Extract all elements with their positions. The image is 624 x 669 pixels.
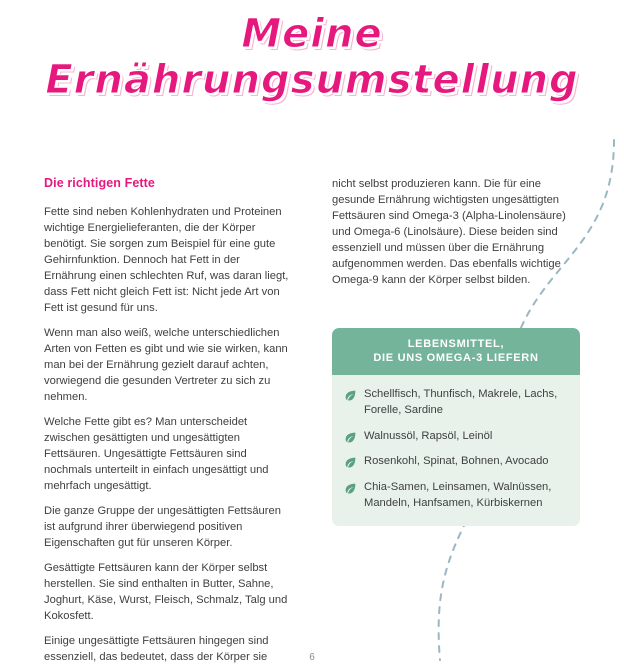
list-item-text: Rosenkohl, Spinat, Bohnen, Avocado [364,455,549,468]
page-title-line-1: Meine [241,11,383,57]
list-item-text: Schellfisch, Thunfisch, Makrele, Lachs, Forelle, Sardine [364,387,558,416]
leaf-icon [344,389,357,402]
info-box-list [332,375,580,512]
paragraph: nicht selbst produzieren kann. Die für eine gesunde Ernährung wichtigsten ungesättigten Fettsäuren sind Omega-3 (Alpha-Linolensäure) und Omega-6 (Linolsäure). Diese beiden sind essenziell und müssen über die Ernährung aufgenommen werden. Das ebenfalls wichtige Omega-9 kann der Körper selbst bilden. [332,178,566,287]
info-box-header [332,328,580,375]
page-title [0,11,624,103]
omega3-info-box [332,328,580,526]
paragraph: Fette sind neben Kohlenhydraten und Proteinen wichtige Energielieferanten, die der Körper benötigt. Sie sorgen zum Beispiel für eine gute Gehirnfunktion. Dennoch hat Fett in der Ernährung einen schlechten Ruf, was daran liegt, dass Fett nicht gleich Fett ist: Nicht jede Art von Fett ist gesund für uns. [44,206,289,315]
article-body [44,176,580,665]
list-item-text: Chia-Samen, Leinsamen, Walnüssen, Mandeln, Hanfsamen, Kürbiskernen [364,481,552,510]
info-box-header-line-1: LEBENSMITTEL, [407,338,505,351]
paragraph: Welche Fette gibt es? Man unterscheidet zwischen gesättigten und ungesättigten Fettsäuren. Ungesättigte Fettsäuren sind nochmals unterteilt in einfach ungesättigt und mehrfach ungesättigt. [44,416,269,493]
list-item [344,429,566,445]
list-item [344,454,566,470]
paragraph: Einige ungesättigte Fettsäuren hingegen sind essenziell, das bedeutet, dass der Körper sie [44,635,269,664]
list-item [344,480,566,512]
left-column [44,176,292,665]
page-title-line-2: Ernährungsumstellung [45,57,579,103]
paragraph: Wenn man also weiß, welche unterschiedlichen Arten von Fetten es gibt und wie sie wirken, kann man bei der Ernährung gezielt darauf achten, vorwiegend die gesunden Vertreter zu sich zu nehmen. [44,327,288,404]
right-column [332,176,580,665]
leaf-icon [344,431,357,444]
leaf-icon [344,456,357,469]
info-box-header-line-2: DIE UNS OMEGA-3 LIEFERN [373,352,539,365]
list-item [344,387,566,419]
list-item-text: Walnussöl, Rapsöl, Leinöl [364,429,493,442]
leaf-icon [344,482,357,495]
paragraph: Gesättigte Fettsäuren kann der Körper selbst herstellen. Sie sind enthalten in Butter, Sahne, Joghurt, Käse, Wurst, Fleisch, Schmalz, Talg und Kokosfett. [44,562,288,623]
page-number: 6 [309,652,315,663]
section-heading: Die richtigen Fette [44,176,155,190]
paragraph: Die ganze Gruppe der ungesättigten Fettsäuren ist aufgrund ihrer überwiegend positiven Eigenschaften gut für unseren Körper. [44,505,281,550]
